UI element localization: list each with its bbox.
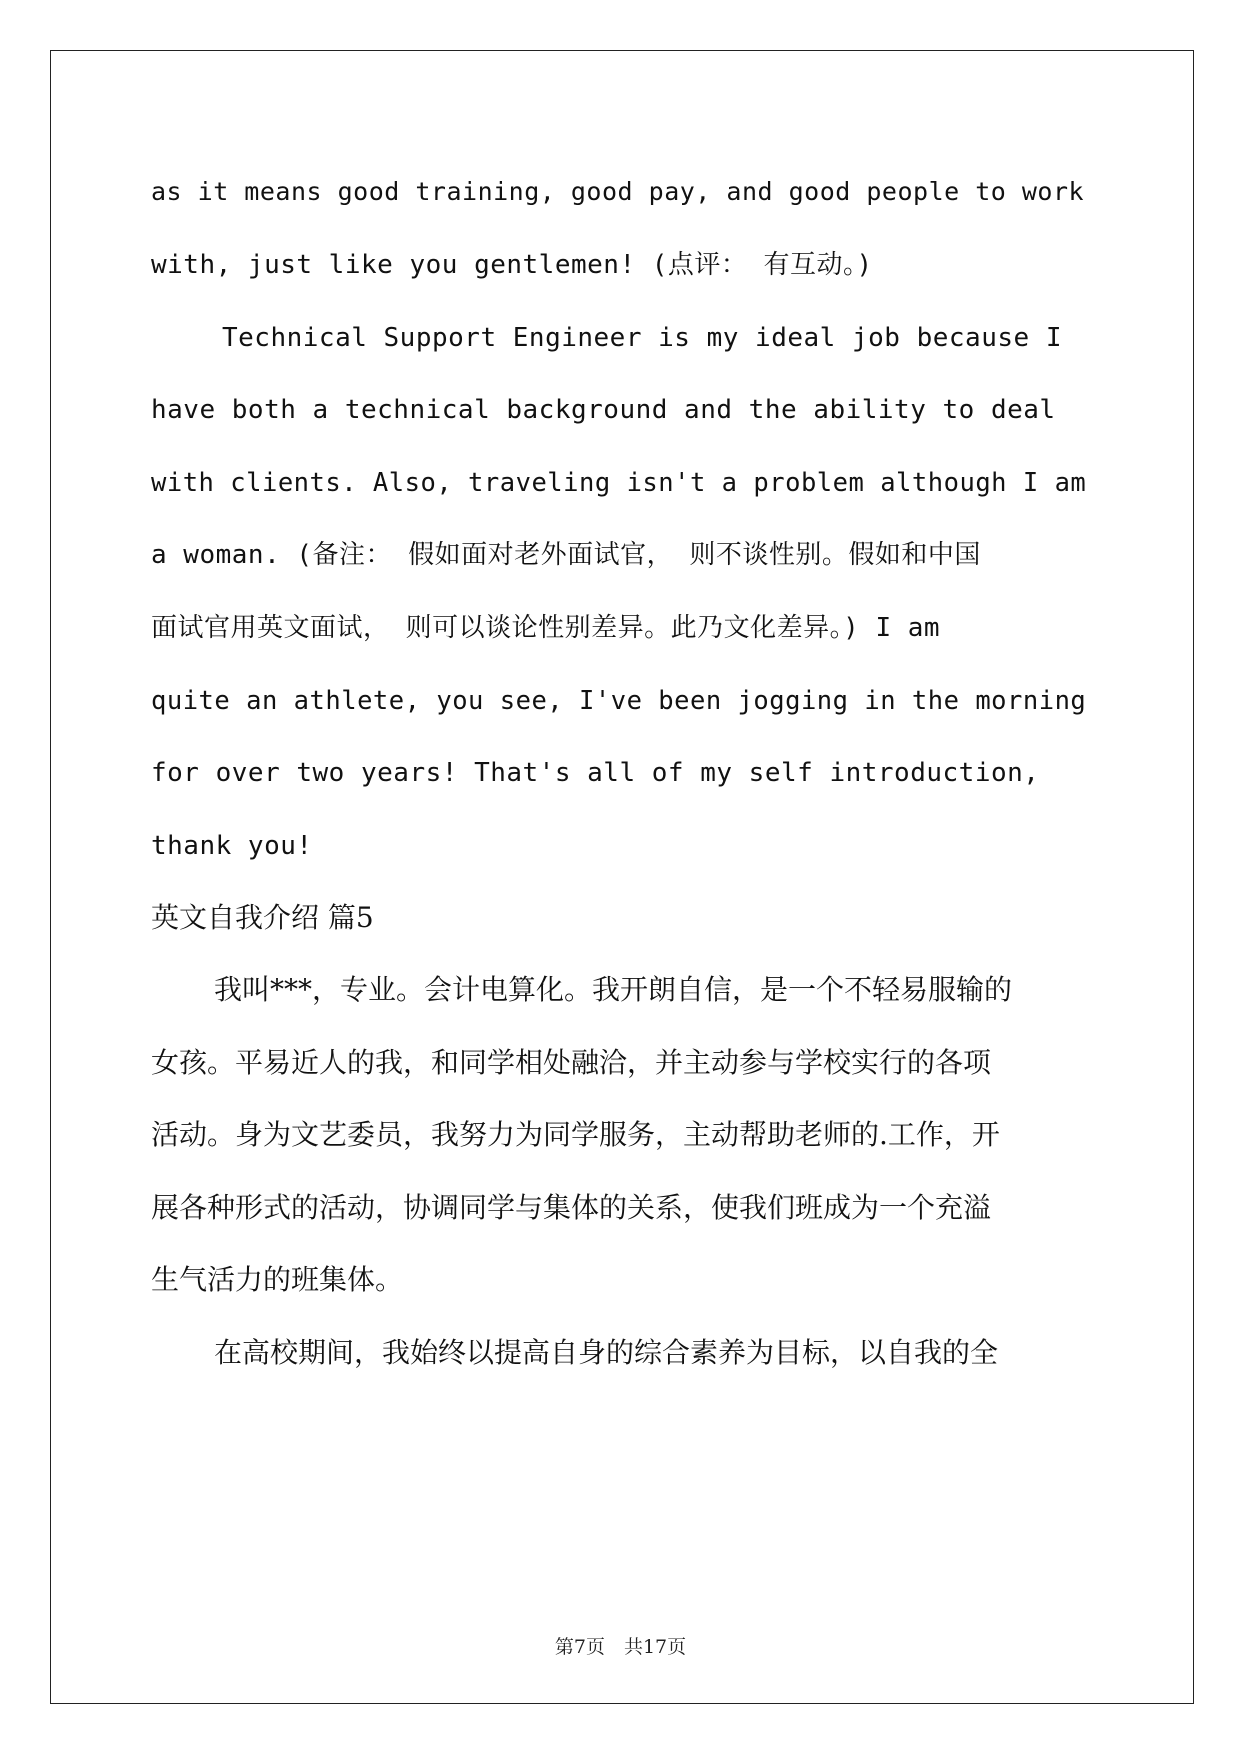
text-line-5: with clients. Also, traveling isn't a problem although I am xyxy=(151,468,1087,498)
text-line-3: Technical Support Engineer is my ideal job because I xyxy=(222,323,1062,353)
text-line-2: with, just like you gentlemen! (点评： 有互动。) xyxy=(151,250,873,280)
text-line-9: for over two years! That's all of my self introduction, xyxy=(151,758,1040,788)
cn-line-4: 展各种形式的活动，协调同学与集体的关系，使我们班成为一个充溢 xyxy=(151,1191,992,1224)
text-line-10: thank you! xyxy=(151,831,313,861)
text-line-6: a woman. (备注： 假如面对老外面试官， 则不谈性别。假如和中国 xyxy=(151,540,981,570)
cn-line-3: 活动。身为文艺委员，我努力为同学服务，主动帮助老师的.工作，开 xyxy=(151,1118,1000,1151)
text-line-8: quite an athlete, you see, I've been jogging in the morning xyxy=(151,686,1087,716)
cn-line-6: 在高校期间，我始终以提高自身的综合素养为目标，以自我的全 xyxy=(214,1336,999,1369)
cn-line-2: 女孩。平易近人的我，和同学相处融洽，并主动参与学校实行的各项 xyxy=(151,1046,992,1079)
page-border xyxy=(50,50,1194,1704)
cn-line-5: 生气活力的班集体。 xyxy=(151,1263,404,1296)
text-line-4: have both a technical background and the ability to deal xyxy=(151,395,1056,425)
page-footer: 第7页 共17页 xyxy=(554,1636,687,1658)
text-line-1: as it means good training, good pay, and good people to work xyxy=(151,177,1085,206)
cn-line-1: 我叫***，专业。会计电算化。我开朗自信，是一个不轻易服输的 xyxy=(214,973,1013,1006)
section-title: 英文自我介绍 篇5 xyxy=(151,901,374,934)
text-line-7: 面试官用英文面试， 则可以谈论性别差异。此乃文化差异。) I am xyxy=(151,613,941,643)
